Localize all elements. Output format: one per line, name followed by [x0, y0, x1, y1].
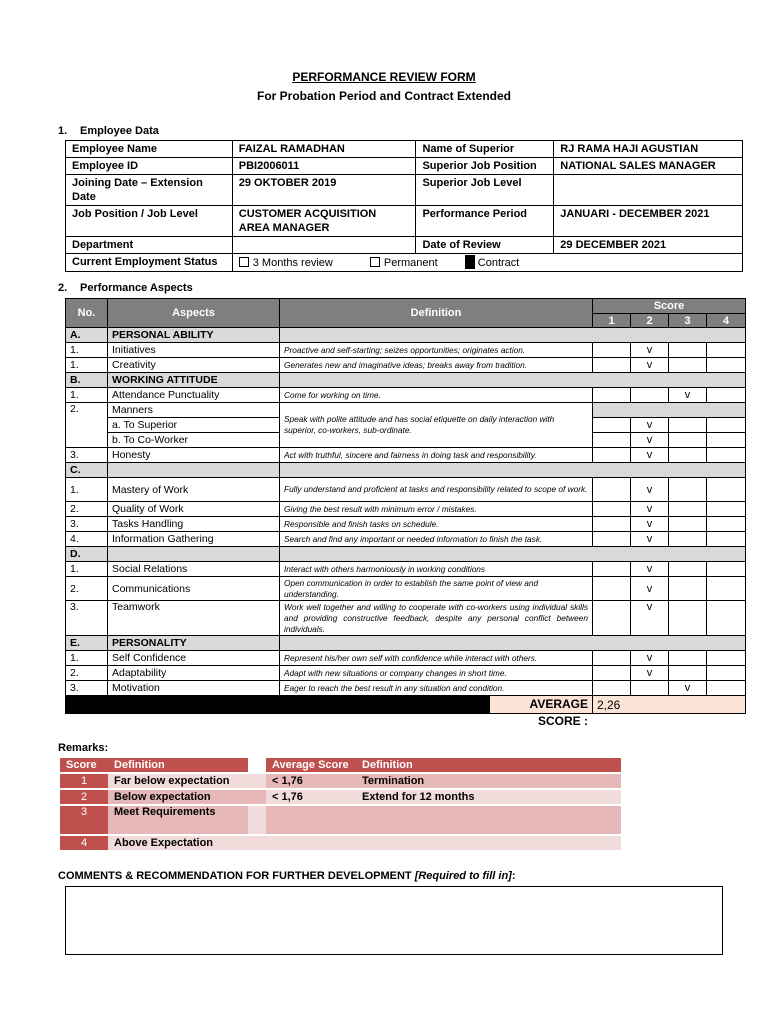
joining-date-label: Joining Date – Extension Date: [66, 175, 233, 206]
checkbox-empty-icon: [370, 257, 380, 267]
section-number: 2.: [58, 282, 68, 294]
performance-aspects-table: [65, 298, 746, 728]
performance-period-label: Performance Period: [416, 206, 554, 237]
aspect-name: Quality of Work: [108, 502, 280, 517]
aspect-no: 2.: [66, 666, 108, 681]
score-1-cell[interactable]: [593, 388, 631, 403]
aspect-no: 1.: [66, 651, 108, 666]
category-no: D.: [66, 547, 108, 562]
score-1-cell[interactable]: [593, 478, 631, 502]
joining-date-value: 29 OKTOBER 2019: [232, 175, 416, 206]
aspect-row: [66, 666, 746, 681]
category-row: [66, 636, 746, 651]
score-2-cell[interactable]: v: [631, 577, 669, 601]
score-4-cell[interactable]: [707, 448, 746, 463]
score-4-cell[interactable]: [707, 343, 746, 358]
score-1-cell[interactable]: [593, 358, 631, 373]
score-3-cell[interactable]: [669, 343, 707, 358]
score-2-cell[interactable]: v: [631, 651, 669, 666]
category-row: [66, 463, 746, 478]
score-3-cell[interactable]: [669, 358, 707, 373]
score-3-cell[interactable]: [669, 562, 707, 577]
score-4-cell[interactable]: [707, 562, 746, 577]
legend-action: Termination: [356, 773, 621, 789]
aspect-definition: Come for working on time.: [280, 388, 593, 403]
score-3-cell[interactable]: v: [669, 388, 707, 403]
aspect-definition: Generates new and imaginative ideas; breaks away from tradition.: [280, 358, 593, 373]
status-option-label: Contract: [477, 257, 520, 269]
header-score-1: 1: [593, 314, 631, 328]
header-score-4: 4: [707, 314, 746, 328]
average-score-label: AVERAGE SCORE :: [490, 696, 592, 713]
aspect-row: [66, 388, 746, 403]
score-2-cell[interactable]: v: [631, 418, 669, 433]
aspect-definition: Eager to reach the best result in any situation and condition.: [280, 681, 593, 696]
score-4-cell[interactable]: [707, 478, 746, 502]
score-4-cell[interactable]: [707, 502, 746, 517]
comments-colon: :: [511, 870, 516, 882]
score-4-cell[interactable]: [707, 358, 746, 373]
employee-id-value: PBI2006011: [232, 158, 416, 175]
employee-data-table: [65, 140, 743, 272]
section-label: Performance Aspects: [80, 282, 193, 294]
score-3-cell[interactable]: [669, 478, 707, 502]
aspect-no: 1.: [66, 343, 108, 358]
legend-row: [60, 789, 621, 805]
category-no: C.: [66, 463, 108, 478]
employee-name-value: FAIZAL RAMADHAN: [232, 141, 416, 158]
section-employee-data: [58, 125, 159, 137]
aspect-name: Creativity: [108, 358, 280, 373]
legend-definition: Meet Requirements: [108, 805, 248, 835]
aspect-no: 1.: [66, 562, 108, 577]
aspect-definition: Interact with others harmoniously in working conditions: [280, 562, 593, 577]
score-4-cell[interactable]: [707, 577, 746, 601]
score-1-cell[interactable]: [593, 502, 631, 517]
score-3-cell[interactable]: [669, 502, 707, 517]
score-4-cell[interactable]: [707, 532, 746, 547]
header-score: Score: [593, 299, 746, 314]
legend-average: < 1,76: [266, 773, 356, 789]
aspect-row: [66, 448, 746, 463]
header-aspects: Aspects: [108, 299, 280, 328]
legend-header-definition-2: Definition: [356, 758, 621, 773]
department-label: Department: [66, 237, 233, 254]
legend-score: 1: [60, 773, 108, 789]
legend-gap: [248, 805, 266, 835]
score-4-cell[interactable]: [707, 601, 746, 636]
aspect-name: Initiatives: [108, 343, 280, 358]
employment-status-label: Current Employment Status: [66, 254, 233, 272]
score-1-cell[interactable]: [593, 343, 631, 358]
score-legend-table: [60, 758, 621, 852]
aspect-name: Attendance Punctuality: [108, 388, 280, 403]
score-2-cell[interactable]: [631, 388, 669, 403]
category-fill: [280, 547, 746, 562]
legend-average: < 1,76: [266, 789, 356, 805]
status-option-label: Permanent: [383, 257, 438, 269]
aspect-name: Honesty: [108, 448, 280, 463]
aspect-no: 3.: [66, 517, 108, 532]
legend-action: Extend for 12 months: [356, 789, 621, 805]
aspect-name: Motivation: [108, 681, 280, 696]
score-4-cell[interactable]: [707, 517, 746, 532]
aspect-row: [66, 681, 746, 696]
aspect-definition: Adapt with new situations or company changes in short time.: [280, 666, 593, 681]
aspect-no: 1.: [66, 388, 108, 403]
section-label: Employee Data: [80, 125, 159, 137]
aspect-no: 3.: [66, 681, 108, 696]
aspect-name: Tasks Handling: [108, 517, 280, 532]
legend-gap: [248, 789, 266, 805]
employee-id-label: Employee ID: [66, 158, 233, 175]
legend-header-definition: Definition: [108, 758, 248, 773]
aspect-definition: Act with truthful, sincere and fairness in doing task and responsibility.: [280, 448, 593, 463]
legend-definition: Below expectation: [108, 789, 248, 805]
score-3-cell[interactable]: [669, 517, 707, 532]
superior-position-value: NATIONAL SALES MANAGER: [554, 158, 743, 175]
comments-required-note: [Required to fill in]: [414, 870, 512, 882]
score-3-cell[interactable]: [669, 532, 707, 547]
header-definition: Definition: [280, 299, 593, 328]
aspect-row: [66, 502, 746, 517]
aspect-no: 2.: [66, 502, 108, 517]
legend-score: 4: [60, 835, 108, 851]
section-performance-aspects: [58, 282, 193, 294]
department-value: [232, 237, 416, 254]
aspect-definition: Fully understand and proficient at tasks and responsibility related to scope of work.: [280, 478, 593, 502]
legend-score: 2: [60, 789, 108, 805]
legend-score: 3: [60, 805, 108, 835]
category-fill: [280, 328, 746, 343]
job-position-value: CUSTOMER ACQUISITION AREA MANAGER: [232, 206, 416, 237]
legend-empty: [266, 805, 621, 835]
legend-row: [60, 805, 621, 835]
aspect-name: Information Gathering: [108, 532, 280, 547]
employee-name-label: Employee Name: [66, 141, 233, 158]
checkbox-empty-icon: [239, 257, 249, 267]
aspect-name: Mastery of Work: [108, 478, 280, 502]
aspect-row: [66, 532, 746, 547]
review-date-value: 29 DECEMBER 2021: [554, 237, 743, 254]
legend-header-average: Average Score: [266, 758, 356, 773]
aspect-definition: Giving the best result with minimum error / mistakes.: [280, 502, 593, 517]
aspect-definition: Search and find any important or needed information to finish the task.: [280, 532, 593, 547]
score-1-cell[interactable]: [593, 681, 631, 696]
category-no: E.: [66, 636, 108, 651]
aspect-row: [66, 577, 746, 601]
score-1-cell[interactable]: [593, 532, 631, 547]
score-1-cell[interactable]: [593, 517, 631, 532]
checkbox-filled-icon: [465, 255, 475, 269]
score-2-cell[interactable]: v: [631, 666, 669, 681]
legend-empty: [266, 835, 621, 851]
score-2-cell[interactable]: [631, 681, 669, 696]
form-title: PERFORMANCE REVIEW FORM: [292, 70, 476, 84]
score-2-cell[interactable]: v: [631, 433, 669, 448]
status-option-label: 3 Months review: [252, 257, 333, 269]
comments-label: COMMENTS & RECOMMENDATION FOR FURTHER DEVELOPMENT: [58, 870, 415, 882]
aspect-no: 4.: [66, 532, 108, 547]
aspect-definition: Proactive and self-starting; seizes opportunities; originates action.: [280, 343, 593, 358]
superior-level-label: Superior Job Level: [416, 175, 554, 206]
legend-row: [60, 773, 621, 789]
category-row: [66, 328, 746, 343]
legend-gap: [248, 758, 266, 773]
aspect-no: 1.: [66, 358, 108, 373]
aspect-name: Manners: [108, 403, 280, 418]
category-name: PERSONAL ABILITY: [108, 328, 280, 343]
status-option-permanent[interactable]: [370, 257, 438, 269]
score-3-cell[interactable]: [669, 433, 707, 448]
legend-definition: Far below expectation: [108, 773, 248, 789]
score-4-cell[interactable]: [707, 388, 746, 403]
header-score-2: 2: [631, 314, 669, 328]
score-2-cell[interactable]: v: [631, 343, 669, 358]
score-4-cell[interactable]: [707, 433, 746, 448]
category-row: [66, 373, 746, 388]
score-1-cell[interactable]: [593, 601, 631, 636]
status-option-3-months[interactable]: [239, 257, 333, 269]
score-1-cell[interactable]: [593, 418, 631, 433]
average-score-black-fill: [66, 696, 280, 714]
aspect-no: 3.: [66, 601, 108, 636]
superior-name-label: Name of Superior: [416, 141, 554, 158]
aspect-row: [66, 562, 746, 577]
section-number: 1.: [58, 125, 68, 137]
legend-gap: [248, 835, 266, 851]
aspect-row: [66, 403, 746, 418]
category-row: [66, 547, 746, 562]
aspect-row: [66, 358, 746, 373]
legend-header-row: [60, 758, 621, 773]
score-4-cell[interactable]: [707, 418, 746, 433]
aspect-no: 1.: [66, 478, 108, 502]
aspect-row: [66, 601, 746, 636]
score-1-cell[interactable]: [593, 448, 631, 463]
average-score-label-cell: [280, 696, 593, 728]
aspect-name: Communications: [108, 577, 280, 601]
score-3-cell[interactable]: [669, 448, 707, 463]
score-2-cell[interactable]: v: [631, 358, 669, 373]
score-3-cell[interactable]: [669, 601, 707, 636]
legend-header-score: Score: [60, 758, 108, 773]
legend-gap: [248, 773, 266, 789]
aspect-no: 3.: [66, 448, 108, 463]
average-score-value: 2,26: [593, 696, 746, 714]
category-name: WORKING ATTITUDE: [108, 373, 280, 388]
category-fill: [280, 373, 746, 388]
score-1-cell[interactable]: [593, 651, 631, 666]
category-no: B.: [66, 373, 108, 388]
aspect-name: Adaptability: [108, 666, 280, 681]
aspect-definition: Responsible and finish tasks on schedule.: [280, 517, 593, 532]
score-1-cell[interactable]: [593, 577, 631, 601]
superior-level-value: [554, 175, 743, 206]
aspect-no: 2.: [66, 403, 108, 448]
score-4-cell[interactable]: [707, 651, 746, 666]
score-1-cell[interactable]: [593, 562, 631, 577]
score-2-cell[interactable]: v: [631, 502, 669, 517]
aspect-definition: Open communication in order to establish the same point of view and understanding.: [280, 577, 593, 601]
review-date-label: Date of Review: [416, 237, 554, 254]
score-3-cell[interactable]: v: [669, 681, 707, 696]
aspect-definition: Speak with polite attitude and has social etiquette on daily interaction with superior, co-workers, sub-ordinate.: [280, 403, 593, 448]
category-fill: [280, 636, 746, 651]
superior-position-label: Superior Job Position: [416, 158, 554, 175]
legend-definition: Above Expectation: [108, 835, 248, 851]
category-fill: [280, 463, 746, 478]
score-4-cell[interactable]: [707, 681, 746, 696]
aspect-name: Self Confidence: [108, 651, 280, 666]
remarks-label: Remarks:: [58, 742, 109, 754]
score-2-cell[interactable]: v: [631, 478, 669, 502]
aspect-row: [66, 343, 746, 358]
aspect-row: [66, 478, 746, 502]
average-score-row: [66, 696, 746, 714]
comments-textarea[interactable]: [65, 886, 723, 955]
aspect-row: [66, 517, 746, 532]
aspect-name: Teamwork: [108, 601, 280, 636]
score-3-cell[interactable]: [669, 418, 707, 433]
category-name: [108, 547, 280, 562]
job-position-label: Job Position / Job Level: [66, 206, 233, 237]
status-option-contract[interactable]: [465, 257, 520, 269]
score-2-cell[interactable]: v: [631, 562, 669, 577]
category-no: A.: [66, 328, 108, 343]
employment-status-options: [232, 254, 742, 272]
aspect-sub-name: a. To Superior: [108, 418, 280, 433]
score-header-fill: [593, 403, 746, 418]
aspect-row: [66, 651, 746, 666]
aspect-definition: Work well together and willing to cooperate with co-workers using individual skills and providing constructive feedback, despite any personal conflict between individuals.: [280, 601, 593, 636]
score-2-cell[interactable]: v: [631, 532, 669, 547]
score-3-cell[interactable]: [669, 577, 707, 601]
score-2-cell[interactable]: v: [631, 601, 669, 636]
score-1-cell[interactable]: [593, 666, 631, 681]
score-4-cell[interactable]: [707, 666, 746, 681]
score-2-cell[interactable]: v: [631, 517, 669, 532]
aspect-no: 2.: [66, 577, 108, 601]
aspect-sub-name: b. To Co-Worker: [108, 433, 280, 448]
superior-name-value: RJ RAMA HAJI AGUSTIAN: [554, 141, 743, 158]
legend-row: [60, 835, 621, 851]
comments-heading: [58, 870, 516, 882]
score-3-cell[interactable]: [669, 651, 707, 666]
score-3-cell[interactable]: [669, 666, 707, 681]
header-score-3: 3: [669, 314, 707, 328]
score-1-cell[interactable]: [593, 433, 631, 448]
aspect-definition: Represent his/her own self with confidence while interact with others.: [280, 651, 593, 666]
performance-period-value: JANUARI - DECEMBER 2021: [554, 206, 743, 237]
category-name: PERSONALITY: [108, 636, 280, 651]
header-no: No.: [66, 299, 108, 328]
score-2-cell[interactable]: v: [631, 448, 669, 463]
form-subtitle: For Probation Period and Contract Extended: [256, 89, 512, 103]
aspect-name: Social Relations: [108, 562, 280, 577]
category-name: [108, 463, 280, 478]
